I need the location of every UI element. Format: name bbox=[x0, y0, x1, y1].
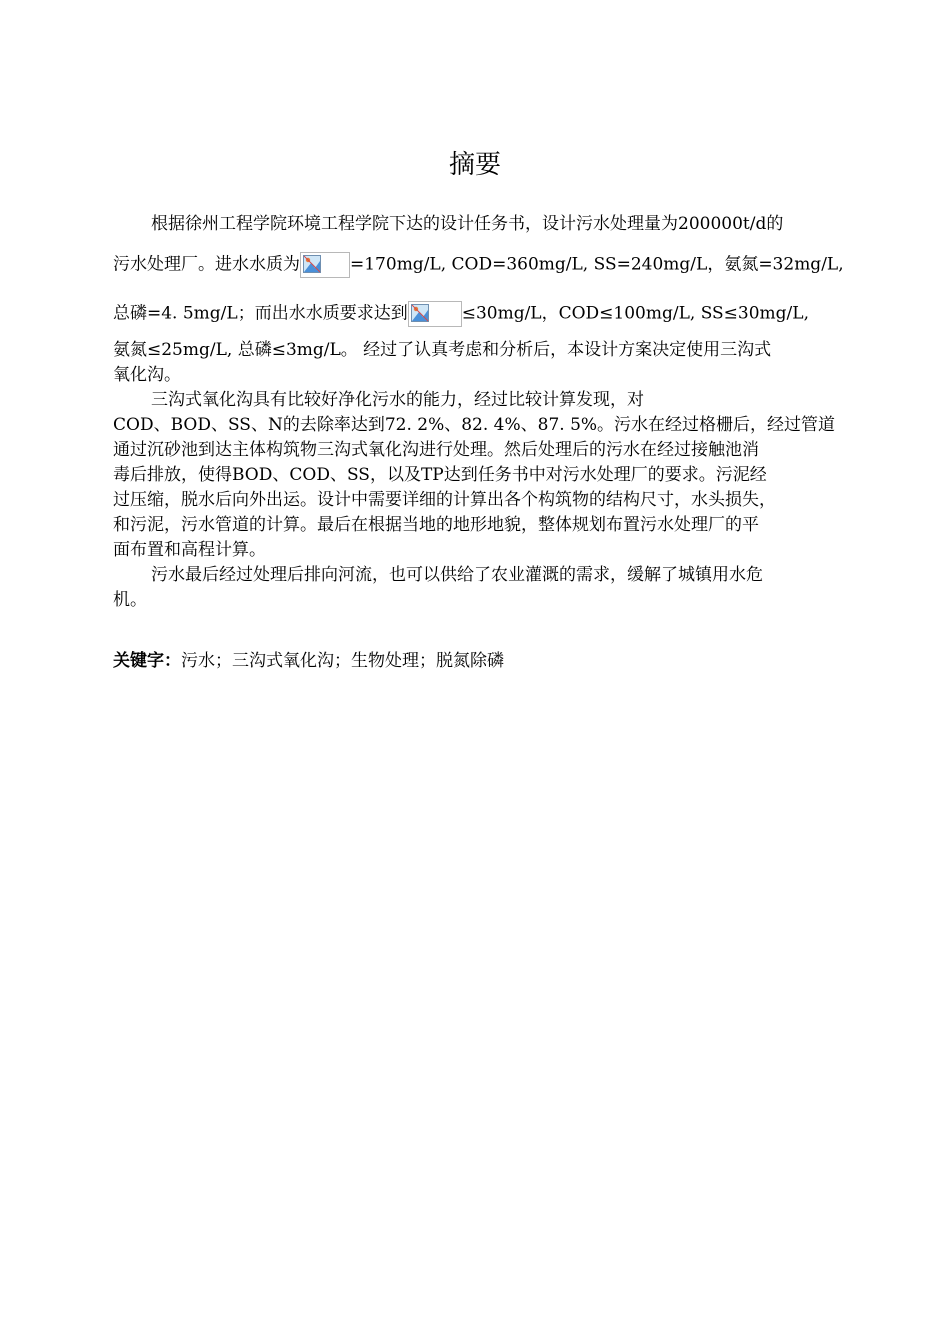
text-line: 氨氮≤25mg/L, 总磷≤3mg/L。 经过了认真考虑和分析后，本设计方案决定使用三沟式 bbox=[113, 340, 772, 360]
text-line: 三沟式氧化沟具有比较好净化污水的能力，经过比较计算发现，对 bbox=[151, 390, 644, 410]
text-line: 通过沉砂池到达主体构筑物三沟式氧化沟进行处理。然后处理后的污水在经过接触池消 bbox=[113, 440, 759, 460]
text-line: 过压缩，脱水后向外出运。设计中需要详细的计算出各个构筑物的结构尺寸，水头损失， bbox=[113, 490, 776, 510]
text-span: ≤30mg/L，COD≤100mg/L, SS≤30mg/L, bbox=[461, 303, 809, 324]
text-line: 根据徐州工程学院环境工程学院下达的设计任务书，设计污水处理量为200000t/d的 bbox=[151, 214, 784, 234]
text-line: 氧化沟。 bbox=[113, 365, 181, 385]
text-line: 和污泥，污水管道的计算。最后在根据当地的地形地貌，整体规划布置污水处理厂的平 bbox=[113, 515, 759, 535]
broken-image-icon bbox=[300, 252, 350, 278]
page-title: 摘要 bbox=[448, 150, 501, 180]
text-line bbox=[113, 252, 844, 276]
text-span: =170mg/L, COD=360mg/L, SS=240mg/L，氨氮=32mg/L, bbox=[350, 254, 844, 275]
text-span: 污水处理厂。进水水质为 bbox=[113, 254, 300, 275]
text-line: 面布置和高程计算。 bbox=[113, 540, 266, 560]
broken-image-icon bbox=[408, 301, 462, 327]
text-span: 总磷=4. 5mg/L；而出水水质要求达到 bbox=[113, 303, 408, 324]
keywords bbox=[113, 646, 504, 671]
text-line bbox=[113, 301, 809, 325]
keywords-label: 关键字： bbox=[113, 651, 181, 671]
text-line: 污水最后经过处理后排向河流，也可以供给了农业灌溉的需求，缓解了城镇用水危 bbox=[151, 565, 763, 585]
text-line: 毒后排放，使得BOD、COD、SS，以及TP达到任务书中对污水处理厂的要求。污泥经 bbox=[113, 465, 767, 485]
text-line: 机。 bbox=[113, 590, 147, 610]
keywords-value: 污水；三沟式氧化沟；生物处理；脱氮除磷 bbox=[181, 651, 504, 671]
text-line: COD、BOD、SS、N的去除率达到72. 2%、82. 4%、87. 5%。污水在经过格栅后，经过管道 bbox=[113, 415, 836, 435]
